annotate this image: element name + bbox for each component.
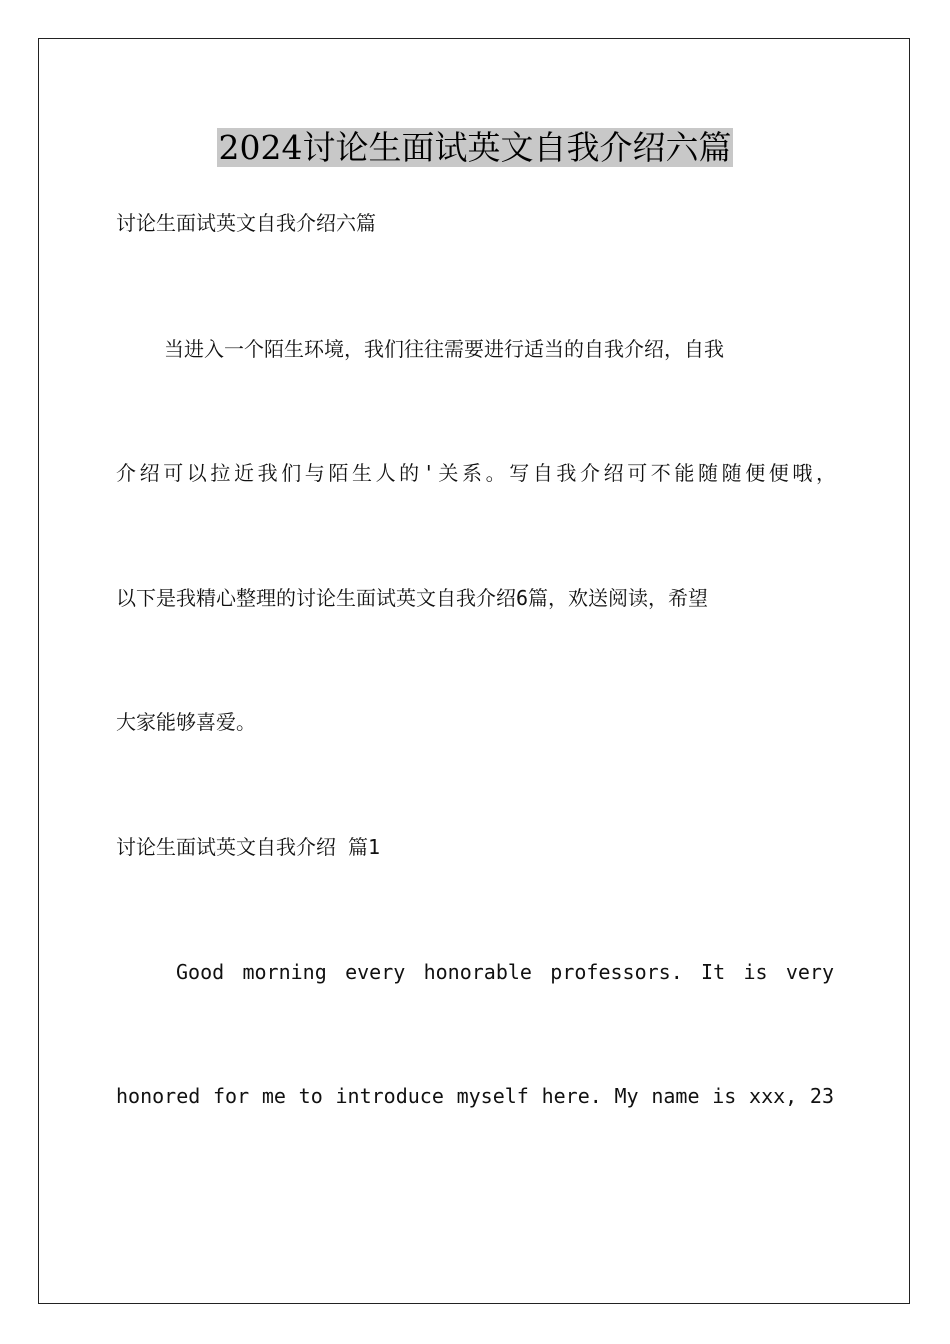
intro-line-2: 介绍可以拉近我们与陌生人的'关系。写自我介绍可不能随随便便哦， <box>116 461 836 485</box>
intro-line-4: 大家能够喜爱。 <box>116 710 256 734</box>
section-heading: 讨论生面试英文自我介绍 篇1 <box>116 835 381 859</box>
section-line-2: honored for me to introduce myself here. My name is xxx, 23 <box>116 1084 834 1108</box>
document-title-text: 2024讨论生面试英文自我介绍六篇 <box>218 128 732 167</box>
section-line-1: Good morning every honorable professors. It is very <box>176 960 834 984</box>
intro-line-3: 以下是我精心整理的讨论生面试英文自我介绍6篇，欢送阅读，希望 <box>116 586 709 610</box>
document-subtitle: 讨论生面试英文自我介绍六篇 <box>116 211 376 235</box>
intro-line-1: 当进入一个陌生环境，我们往往需要进行适当的自我介绍，自我 <box>164 337 724 361</box>
document-title <box>0 126 950 170</box>
